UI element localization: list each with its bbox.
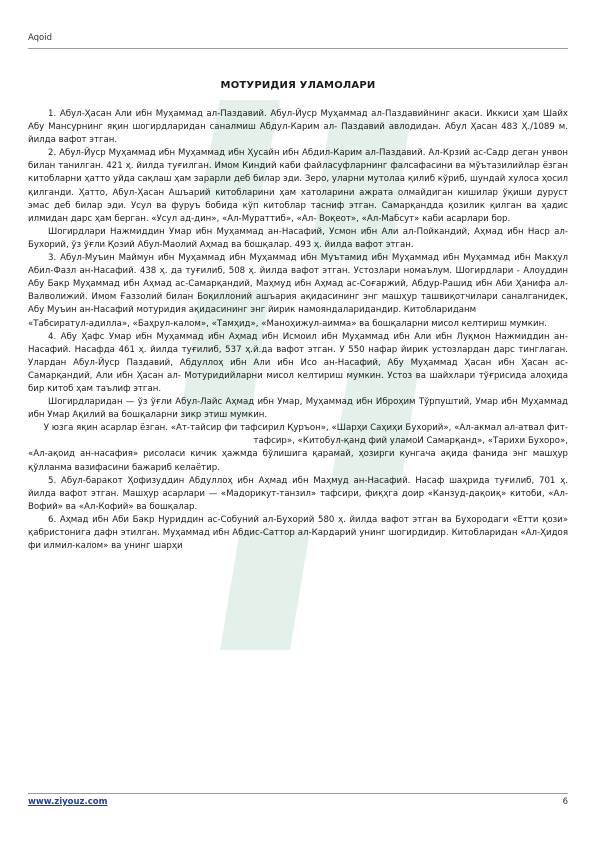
page-number: 6 — [562, 797, 568, 807]
footer-divider — [28, 793, 568, 794]
paragraph-1: 1. Абул-Ҳасан Али ибн Муҳаммад ал-Паздавий. Абул-Йуср Муҳаммад ал-Паздавийнинг акаси. Иккиси ҳам Шайх Абу Мансурнинг яқин шогирдларидан саналмиш Абдул-Карим ал- Паздавий авлодидан. Абул Ҳасан 483 Ҳ./1089 м. йилда вафот этган. — [28, 109, 568, 146]
paragraph-4: 4. Абу Ҳафс Умар ибн Муҳаммад ибн Аҳмад ибн Исмоил ибн Муҳаммад ибн Али ибн Луқмон Нажмиддин ан-Насафий. Насафда 461 ҳ. йилда туғилиб, 537 ҳ.й.да вафот этган. У 550 нафар йирик устозлардан дарс тинглаган. Улардан Абул-Йуср Паздавий, Абдуллоҳ ибн Али ибн Исо ан-Насафий, Абу Муҳаммад Ҳасан ибн Ҳасан ас-Самарқандий, Али ибн Ҳасан ал- Мотуридийларни мисол келтириш мумкин. Устоз ва шайхлари тўғрисида алоҳида бир китоб ҳам таълиф этган. — [28, 331, 568, 394]
paragraph-2-students: Шогирдлари Нажмиддин Умар ибн Муҳаммад ан-Насафий, Усмон ибн Али ал-Пойкандий, Аҳмад ибн Наср ал-Бухорий, ўз ўғли Қозий Абул-Маолий Аҳмад ва бошқалар. 493 ҳ. йилда вафот этган. — [28, 226, 568, 250]
paragraph-3: 3. Абул-Муъин Маймун ибн Муҳаммад ибн Муҳаммад ибн Муътамид ибн Муҳаммад ибн Муҳаммад ибн Макҳул Абил-Фазл ан-Насафий. 438 ҳ. да туғилиб, 508 ҳ. йилда вафот этган. Устозлари номаълум. Шогирдлари - Алоуддин Абу Бакр Муҳаммад ибн Аҳмад ас-Самарқандий, Маҳмуд ибн Аҳмад ас-Соғаржий, Абдур-Рашид ибн Аби Ҳанифа ал-Валволижий. Имом Ғаззолий билан Боқиллоний ашъария ақидасининг энг машҳур ташвиқотчилари саналганидек, Абу Муъин ан-Насафий мотуридия ақидасининг энг йирик намояндаларидандир. Китоблариданм — [28, 253, 568, 316]
paragraph-2: 2. Абул-Йуср Муҳаммад ибн Муҳаммад ибн Ҳусайн ибн Абдил-Карим ал-Паздавий. Ал-Крзий ас-Садр деган унвон билан танилган. 421 ҳ. йилда туғилган. Имом Киндий каби файласуфларнинг фалсафасини ва мўътазилийлар ёзган китобларни ҳатто уйда сақлаш ҳам зарарли деб билар эди. Зеро, уларни мутолаа қилиб кўриб, шундай хулоса ҳосил қилганди. Ҳатто, Абул-Ҳасан Ашъарий китобларини ҳам хатоларини ажрата олмайдиган кишилар ўқиши дуруст эмас деб билар эди. Усул ва фуруъ бобида кўп китоблар тасниф этган. Самарқандда қозилик қилган ва ҳадис илмидан дарс ҳам берган. «Усул ад-дин», «Ал-Мураттиб», «Ал- Воқеот», «Ал-Мабсут» каби асарлари бор. — [28, 148, 568, 224]
footer-website-link[interactable]: www.ziyouz.com — [28, 797, 108, 807]
page-title: МОТУРИДИЯ УЛАМОЛАРИ — [220, 80, 376, 91]
paragraph-4-students: Шогирдларидан — ўз ўғли Абул-Лайс Аҳмад ибн Умар, Муҳаммад ибн Иброҳим Тўрпуштий, Умар ибн Муҳаммад ибн Умар Ақилий ва бошқаларни зикр этиш мумкин. — [28, 397, 568, 421]
paragraph-5: 5. Абул-баракот Ҳофизуддин Абдуллоҳ ибн Аҳмад ибн Маҳмуд ан-Насафий. Насаф шаҳрида туғилиб, 701 ҳ. йилда вафот этган. Машҳур асарлари — «Мадорикут-танзил» тафсири, фиқҳга доир «Канзуд-дақоиқ» китоби, «Ал-Вофий» ва «Ал-Кофий» ва бошқалар. — [28, 475, 568, 512]
paragraph-6: 6. Аҳмад ибн Аби Бакр Нуриддин ас-Собуний ал-Бухорий 580 ҳ. йилда вафот этган ва Бухородаги «Етти қози» қабристонига дафн этилган. Муҳаммад ибн Абдис-Саттор ал-Кардарий унинг шогирдидир. Китобларидан «Ал-Ҳидоя фи илмил-калом» ва унинг шарҳи — [28, 514, 568, 552]
running-header: Aqoid — [28, 33, 53, 43]
paragraph-3-books: «Табсиратул-адилла», «Баҳрул-калом», «Тамҳид», «Маноҳижул-аимма» ва бошқаларни мисол келтириш мумкин. — [28, 318, 547, 329]
paragraph-4-aqoid: «Ал-ақоид ан-насафия» рисоласи кичик ҳажмда бўлишига қарамай, ҳозирги кунгача ақида фанида энг машҳур қўлланма вазифасини бажариб келаётир. — [28, 449, 568, 473]
paragraph-4-works: У юзга яқин асарлар ёзган. «Ат-тайсир фи тафсирил Қуръон», «Шарҳи Саҳиҳи Бухорий», «Ал-акмал ал-атвал фит-тафсир», «Китобул-қанд фий уламоИ Самарқанд», «Тарихи Бухоро», — [43, 423, 568, 447]
document-body — [28, 108, 568, 553]
header-divider — [28, 48, 568, 49]
